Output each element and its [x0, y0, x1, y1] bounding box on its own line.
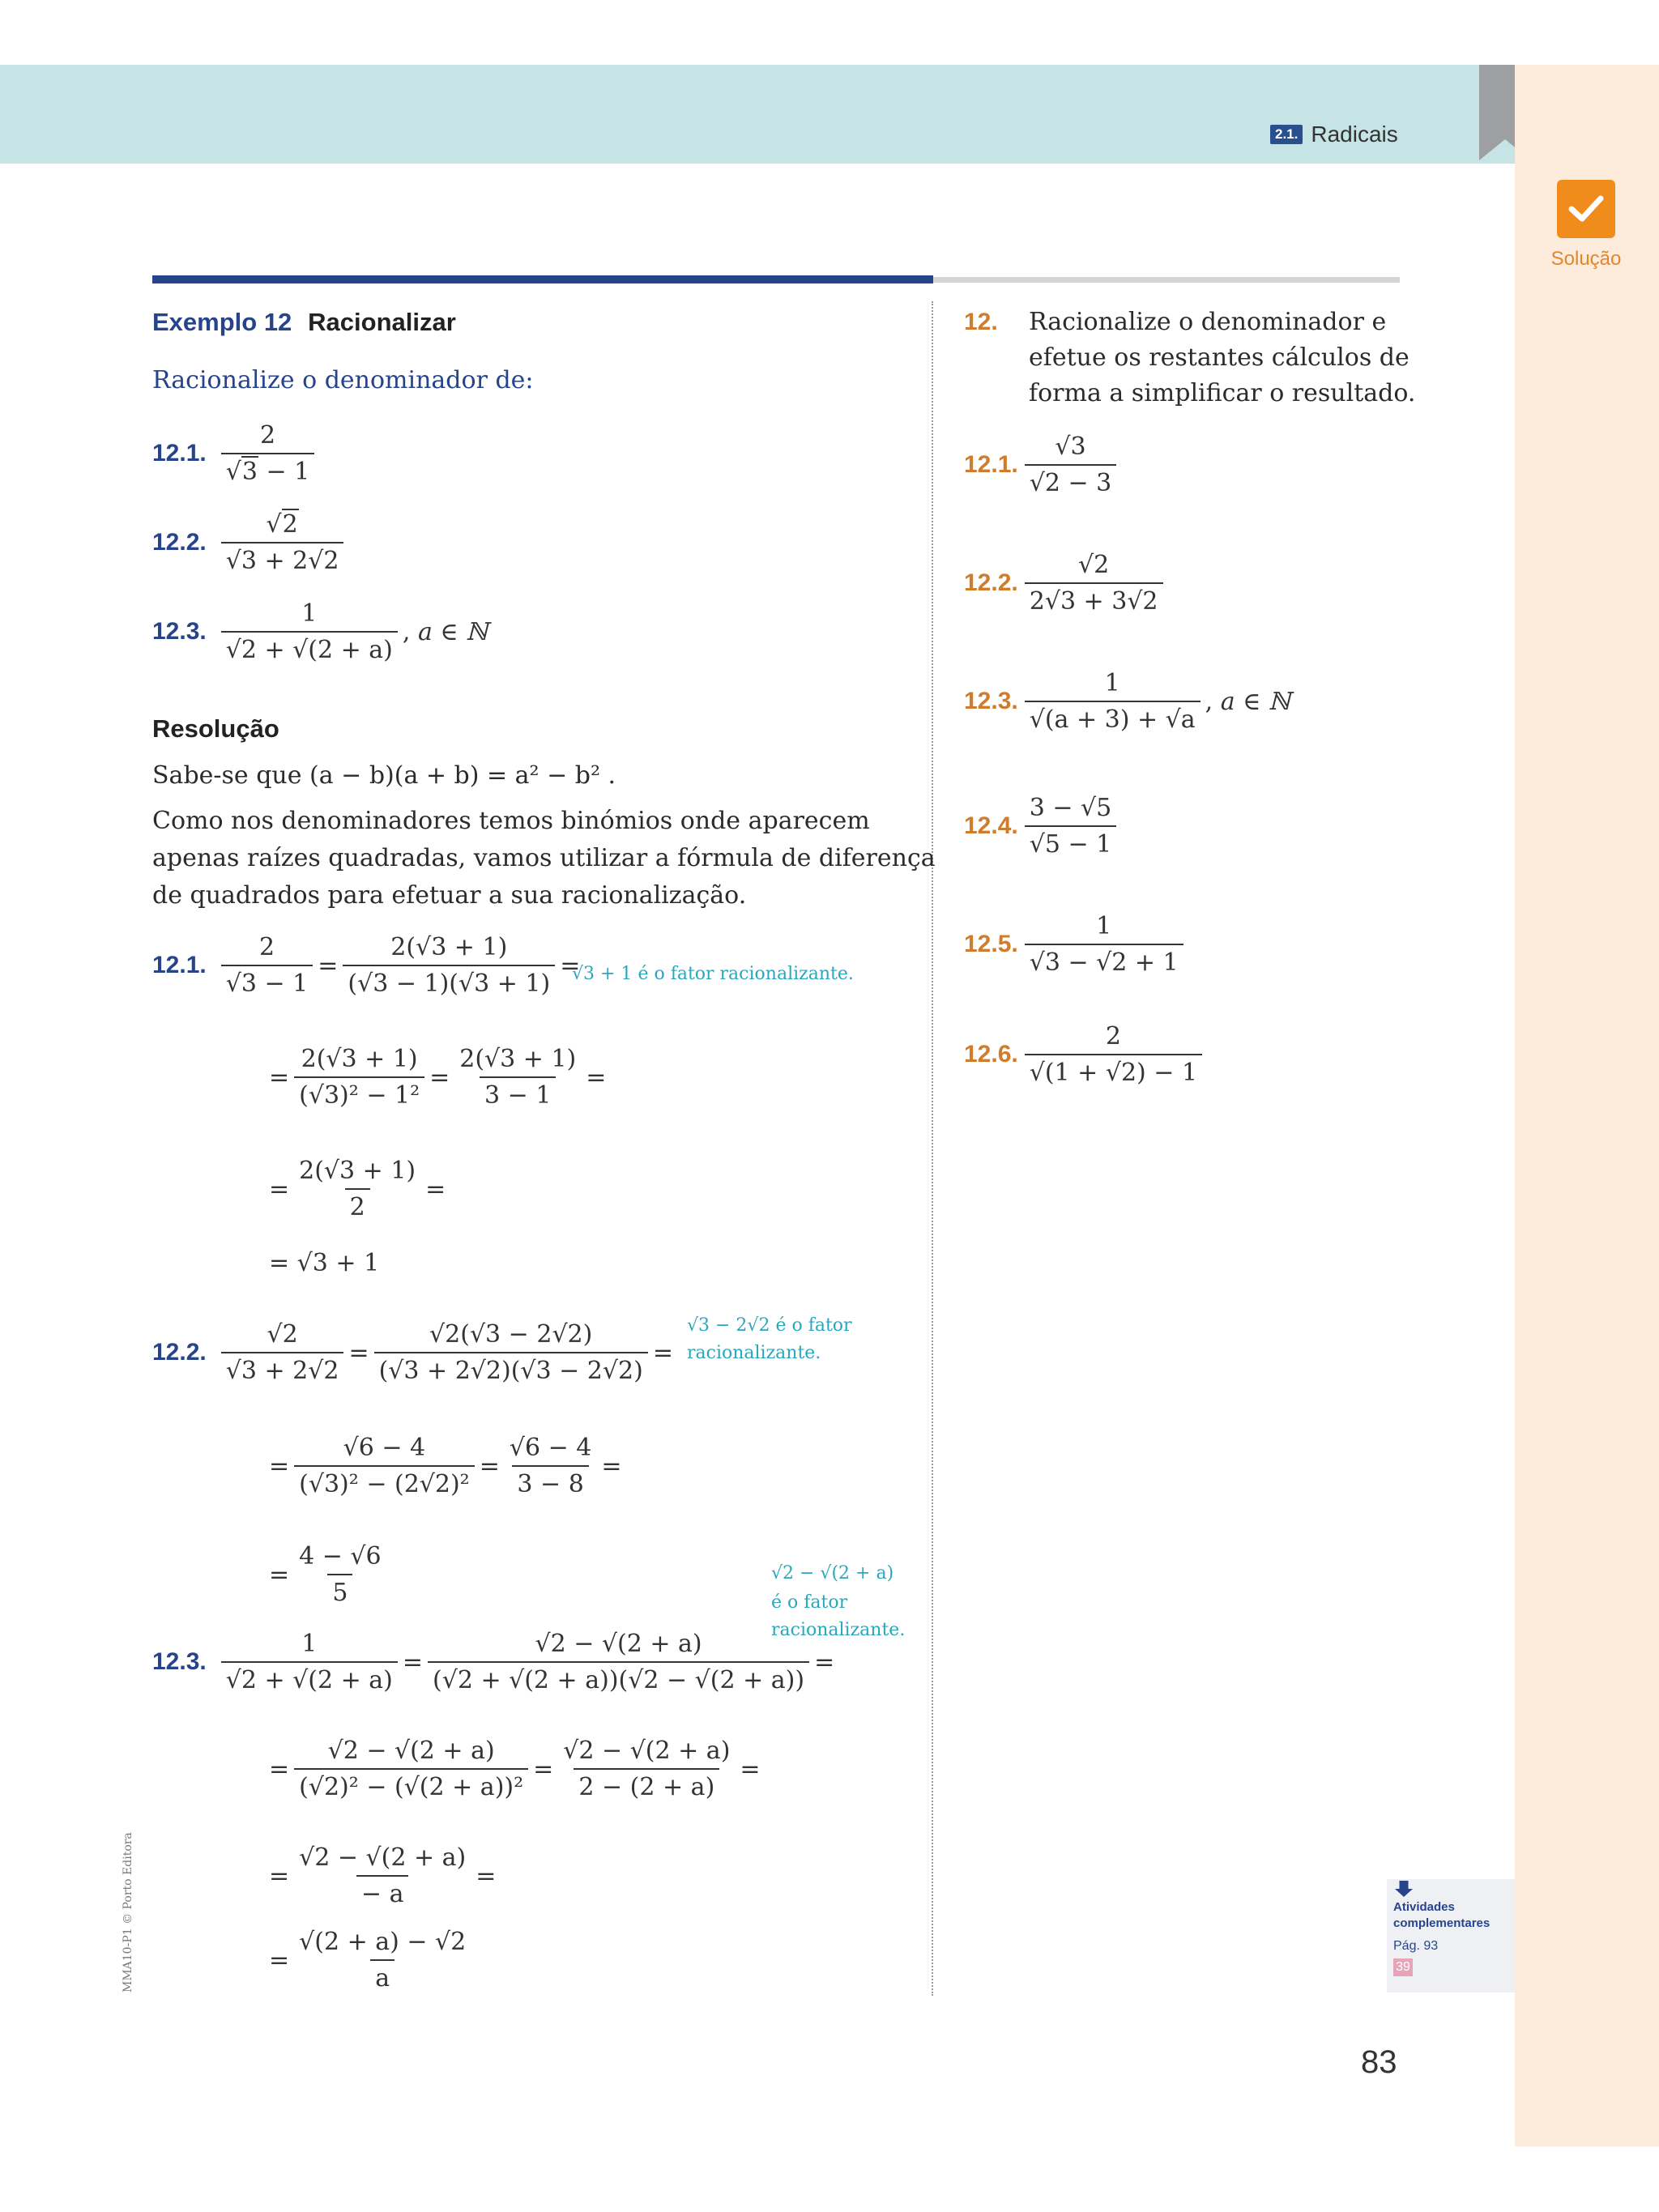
- annotation-2: √3 − 2√2 é o fator: [687, 1315, 852, 1336]
- fraction: $\frac{2(√3 + 1)}{2}$: [299, 1157, 416, 1221]
- identity-line: Sabe-se que (a − b)(a + b) = a² − b² .: [152, 761, 616, 790]
- solution-1-line-2: = $\frac{2(√3 + 1)}{\text{(√3)² − 1²}}$ = $\frac{2(√3 + 1)}{3 - 1}$ =: [269, 1045, 607, 1110]
- item-label: 12.2.: [964, 569, 1018, 596]
- solution-2-line-2: = $\frac{√6 - 4}{\text{(√3)² − (2√2)²}}$ = $\frac{√6 - 4}{3 - 8}$ =: [269, 1434, 622, 1498]
- paragraph-line: apenas raízes quadradas, vamos utilizar a fórmula de diferença: [152, 844, 936, 872]
- paragraph-line: Como nos denominadores temos binómios onde aparecem: [152, 807, 870, 835]
- example-heading: [152, 308, 456, 337]
- top-margin: [0, 0, 1659, 65]
- exercise-item-2: [964, 551, 1168, 616]
- bottom-margin: [0, 2146, 1659, 2212]
- fraction: $\frac{2}{√3 - 1}$: [221, 933, 313, 998]
- exercise-item-3: 12.3. $\frac{1}{√(a + 3) + √a}$ , a ∈ ℕ: [964, 669, 1291, 734]
- item-label: 12.5.: [964, 931, 1018, 957]
- fraction: $\frac{√2 - √(2 + a)}{2 - (2 + a)}$: [563, 1737, 731, 1801]
- section-header: [1270, 121, 1398, 147]
- exercise-heading: [964, 308, 998, 336]
- condition: a ∈ ℕ: [417, 617, 488, 646]
- item-label: 12.2.: [152, 1339, 207, 1366]
- fraction: $\frac{2(√3 + 1)}{\text{(√3)² − 1²}}$: [294, 1045, 424, 1110]
- example-item-2: [152, 510, 348, 575]
- exercise-item-6: [964, 1022, 1207, 1087]
- solution-label[interactable]: Solução: [1550, 248, 1622, 270]
- fraction: $\frac{2(√3 + 1)}{3 - 1}$: [459, 1045, 577, 1110]
- activities-badge: 39: [1393, 1958, 1413, 1976]
- fraction: $\frac{4 - √6}{5}$: [299, 1542, 382, 1607]
- activities-label: Atividades: [1393, 1900, 1455, 1914]
- item-label: 12.3.: [964, 688, 1018, 714]
- fraction: $\frac{1}{√3 - √2 + 1}$: [1025, 912, 1183, 977]
- fraction: $\frac{√2(√3 - 2√2)}{(√3 + 2√2)(√3 - 2√2)}$: [374, 1320, 648, 1385]
- solution-3-line-2: = $\frac{√2 - √(2 + a)}{\text{(√2)² − (√(2 + a))²}}$ = $\frac{√2 - √(2 + a)}{2 - (2 + a)}$ =: [269, 1737, 761, 1801]
- exercise-item-4: [964, 794, 1121, 859]
- fraction: 2 √ 3 − 1: [221, 421, 315, 486]
- item-label: 12.2.: [152, 529, 207, 556]
- item-label: 12.1.: [152, 952, 207, 978]
- annotation-3b: é o fator: [771, 1592, 848, 1613]
- copyright-note: MMA10-P1 © Porto Editora: [122, 1832, 134, 1993]
- fraction: $\frac{√(2 + a) - √2}{a}$: [299, 1928, 467, 1993]
- item-label: 12.1.: [964, 451, 1018, 478]
- activities-label-2: complementares: [1393, 1916, 1491, 1930]
- fraction: $\frac{2(√3 + 1)}{(√3 - 1)(√3 + 1)}$: [343, 933, 555, 998]
- fraction: $\frac{√2}{√3 + 2√2}$: [221, 1320, 344, 1385]
- example-number: Exemplo 12: [152, 308, 292, 336]
- fraction: $\frac{√2 - √(2 + a)}{(√2 + √(2 + a))(√2 - √(2 + a))}$: [428, 1630, 809, 1694]
- example-prompt: Racionalize o denominador de:: [152, 366, 534, 394]
- annotation-3c: racionalizante.: [771, 1620, 906, 1640]
- exercise-text-line: forma a simplificar o resultado.: [1029, 379, 1416, 407]
- fraction: $\frac{√6 - 4}{\text{(√3)² − (2√2)²}}$: [294, 1434, 475, 1498]
- item-label: 12.4.: [964, 812, 1018, 839]
- fraction: $\frac{1}{√2 + √(2 + a)}$: [221, 599, 398, 664]
- solution-button[interactable]: [1557, 180, 1615, 238]
- item-label: 12.3.: [152, 618, 207, 645]
- activities-page[interactable]: Pág. 93: [1393, 1939, 1439, 1953]
- example-item-3: 12.3. $\frac{1}{√2 + √(2 + a)}$ , a ∈ ℕ: [152, 599, 488, 664]
- rule-blue: [152, 275, 933, 283]
- annotation-2b: racionalizante.: [687, 1343, 821, 1363]
- example-title: Racionalizar: [308, 308, 456, 336]
- section-badge: 2.1.: [1270, 125, 1303, 144]
- fraction: $\frac{1}{√(a + 3) + √a}$: [1025, 669, 1201, 734]
- exercise-number: 12.: [964, 309, 998, 335]
- solution-2-line-3: = $\frac{4 - √6}{5}$: [269, 1542, 391, 1607]
- fraction: $\frac{√3}{√2 - 3}$: [1025, 433, 1117, 497]
- annotation-1: √3 + 1 é o fator racionalizante.: [572, 964, 854, 984]
- solution-1-line-1: 12.1. $\frac{2}{√3 - 1}$ = $\frac{2(√3 + 1)}{(√3 - 1)(√3 + 1)}$ =: [152, 933, 581, 998]
- condition: a ∈ ℕ: [1220, 687, 1291, 716]
- item-label: 12.3.: [152, 1648, 207, 1675]
- exercise-item-1: [964, 433, 1121, 497]
- rule-gray: [933, 277, 1400, 283]
- resolution-title: Resolução: [152, 714, 279, 743]
- fraction: $\frac{2}{√(1 + √2) - 1}$: [1025, 1022, 1202, 1087]
- page-number: 83: [1361, 2044, 1397, 2080]
- exercise-text-line: efetue os restantes cálculos de: [1029, 343, 1410, 372]
- fraction: √ $\frac{2}{√3 + 2√2}$: [221, 510, 344, 575]
- solution-2-line-1: 12.2. $\frac{√2}{√3 + 2√2}$ = $\frac{√2(√3 - 2√2)}{(√3 + 2√2)(√3 - 2√2)}$ =: [152, 1320, 673, 1385]
- check-icon: [1567, 194, 1605, 224]
- header-band: [0, 65, 1515, 164]
- right-margin-strip: [1515, 65, 1659, 2146]
- solution-3-line-1: 12.3. $\frac{1}{√2 + √(2 + a)}$ = $\frac{√2 - √(2 + a)}{(√2 + √(2 + a))(√2 - √(2 + a))}$ =: [152, 1630, 835, 1694]
- fraction: $\frac{3 - √5}{√5 - 1}$: [1025, 794, 1117, 859]
- fraction: $\frac{√2 - √(2 + a)}{\text{(√2)² − (√(2 + a))²}}$: [294, 1737, 528, 1801]
- section-title: Radicais: [1311, 121, 1398, 147]
- fraction: $\frac{1}{√2 + √(2 + a)}$: [221, 1630, 398, 1694]
- annotation-3: √2 − √(2 + a): [771, 1563, 894, 1583]
- solution-1-line-4: = √3 + 1: [269, 1249, 380, 1277]
- fraction: $\frac{√2 - √(2 + a)}{- a}$: [299, 1843, 467, 1908]
- item-label: 12.1.: [152, 440, 207, 467]
- solution-1-line-3: = $\frac{2(√3 + 1)}{2}$ =: [269, 1157, 446, 1221]
- solution-3-line-4: = $\frac{√(2 + a) - √2}{a}$: [269, 1928, 476, 1993]
- fraction: $\frac{√6 - 4}{3 - 8}$: [509, 1434, 592, 1498]
- solution-3-line-3: = $\frac{√2 - √(2 + a)}{- a}$ =: [269, 1843, 497, 1908]
- item-label: 12.6.: [964, 1041, 1018, 1068]
- fraction: $\frac{√2}{2√3 + 3√2}$: [1025, 551, 1163, 616]
- exercise-item-5: [964, 912, 1188, 977]
- column-divider: [932, 301, 933, 1996]
- example-item-1: [152, 421, 319, 486]
- exercise-text-line: Racionalize o denominador e: [1029, 308, 1387, 336]
- paragraph-line: de quadrados para efetuar a sua racionalização.: [152, 881, 747, 910]
